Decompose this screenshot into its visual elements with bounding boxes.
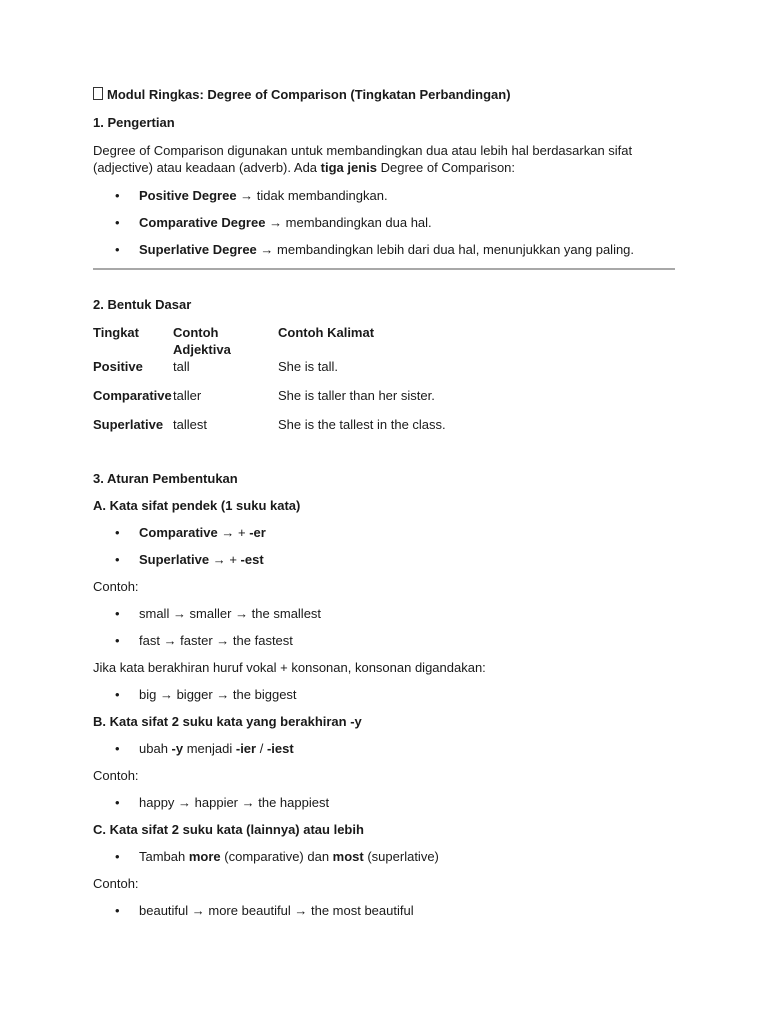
rule-text: Tambah — [139, 849, 189, 864]
contoh-label: Contoh: — [93, 579, 139, 594]
section1-paragraph — [93, 142, 675, 176]
contoh-label: Contoh: — [93, 876, 139, 891]
subsection-c-heading: C. Kata sifat 2 suku kata (lainnya) atau lebih — [93, 822, 364, 837]
rule-bold: most — [332, 849, 364, 864]
degree-list — [93, 187, 675, 258]
rule-list-b — [93, 740, 675, 757]
example-list-note — [93, 686, 675, 703]
section2-heading: 2. Bentuk Dasar — [93, 297, 192, 312]
list-item — [93, 551, 675, 568]
rule-text: ubah — [139, 741, 172, 756]
document-title — [93, 86, 675, 103]
list-item — [93, 524, 675, 541]
rule-text: / — [256, 741, 267, 756]
example-list-c — [93, 902, 675, 919]
table-row — [93, 416, 578, 445]
section1-heading: 1. Pengertian — [93, 115, 175, 130]
table-cell: She is tall. — [278, 359, 338, 374]
rule-bold: -ier — [235, 741, 257, 756]
table-cell: She is taller than her sister. — [278, 388, 435, 403]
rule-suffix: -est — [240, 552, 264, 567]
list-item — [93, 848, 675, 865]
missing-glyph-icon — [93, 87, 103, 100]
contoh-label: Contoh: — [93, 768, 139, 783]
para-text-b: Degree of Comparison: — [377, 160, 516, 175]
example-list-a — [93, 605, 675, 649]
table-row — [93, 358, 578, 387]
item-desc: → membandingkan dua hal. — [265, 215, 432, 230]
table-cell: Positive — [93, 359, 143, 374]
item-desc: → tidak membandingkan. — [236, 188, 388, 203]
table-cell: Superlative — [93, 417, 164, 432]
table-cell: She is the tallest in the class. — [278, 417, 446, 432]
table-cell: tallest — [173, 417, 207, 432]
para-bold: tiga jenis — [320, 160, 377, 175]
rule-text: menjadi — [183, 741, 236, 756]
document-page — [93, 86, 675, 919]
list-item — [93, 214, 675, 231]
table-header: Contoh Kalimat — [278, 325, 375, 340]
item-term: Comparative Degree — [139, 215, 266, 230]
section3-heading: 3. Aturan Pembentukan — [93, 471, 238, 486]
list-item: • happy → happier → the happiest — [93, 794, 675, 811]
list-item: • small → smaller → the smallest — [93, 605, 675, 622]
rule-bold: more — [188, 849, 221, 864]
rule-bold: -iest — [266, 741, 294, 756]
item-term: Superlative Degree — [139, 242, 257, 257]
forms-table — [93, 324, 578, 445]
rule-text: (superlative) — [363, 849, 439, 864]
list-item — [93, 740, 675, 757]
doubling-note: Jika kata berakhiran huruf vokal + konsonan, konsonan digandakan: — [93, 660, 486, 675]
example-list-b — [93, 794, 675, 811]
table-cell: Comparative — [93, 388, 172, 403]
list-item — [93, 241, 675, 258]
list-item: • big → bigger → the biggest — [93, 686, 675, 703]
table-row — [93, 387, 578, 416]
rule-list-a — [93, 524, 675, 568]
item-desc: → membandingkan lebih dari dua hal, menunjukkan yang paling. — [256, 242, 635, 257]
table-header: Tingkat — [93, 325, 139, 340]
table-cell: tall — [173, 359, 190, 374]
rule-text: (comparative) dan — [220, 849, 333, 864]
list-item — [93, 187, 675, 204]
item-term: Positive Degree — [139, 188, 237, 203]
subsection-b-heading: B. Kata sifat 2 suku kata yang berakhiran -y — [93, 714, 362, 729]
horizontal-rule — [93, 268, 675, 270]
list-item: • beautiful → more beautiful → the most beautiful — [93, 902, 675, 919]
rule-list-c — [93, 848, 675, 865]
rule-term: Comparative — [139, 525, 218, 540]
rule-arrow: → + — [209, 552, 241, 567]
rule-term: Superlative — [139, 552, 210, 567]
table-header-row — [93, 324, 578, 358]
list-item: • fast → faster → the fastest — [93, 632, 675, 649]
title-text: Modul Ringkas: Degree of Comparison (Tingkatan Perbandingan) — [107, 87, 511, 102]
rule-arrow: → + — [217, 525, 250, 540]
rule-suffix: -er — [249, 525, 266, 540]
table-cell: taller — [173, 388, 202, 403]
table-header: Contoh Adjektiva — [173, 325, 231, 357]
subsection-a-heading: A. Kata sifat pendek (1 suku kata) — [93, 498, 301, 513]
rule-bold: -y — [171, 741, 184, 756]
para-text-a: Degree of Comparison digunakan untuk membandingkan dua atau lebih hal berdasarkan sifat (adjective) atau keadaan (adverb). Ada — [93, 143, 633, 175]
